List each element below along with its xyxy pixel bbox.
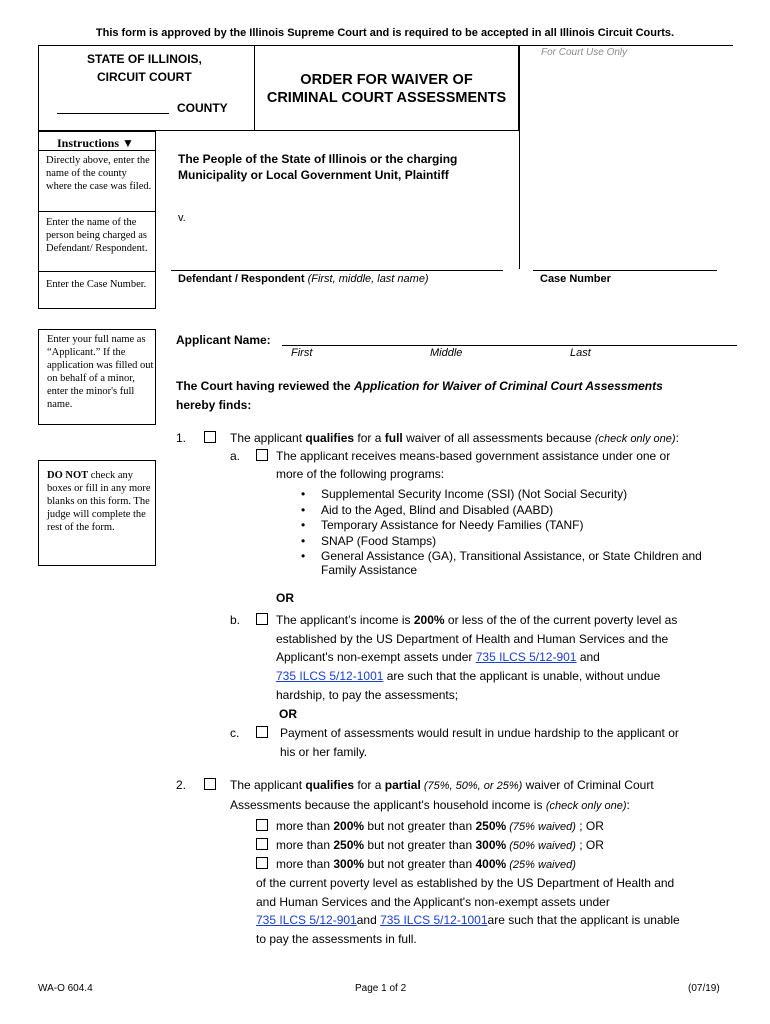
item1a-letter: a. [230,449,241,463]
state-label: STATE OF ILLINOIS, [87,52,202,66]
form-title-line1: ORDER FOR WAIVER OF [300,72,473,88]
program-item: • Aid to the Aged, Blind and Disabled (AABD) [321,503,702,519]
item1b-text: The applicant’s income is 200% or less of the of the current poverty level as established by the US Department of Health and Human Services and the Applicant's non-exempt assets under 735 ILCS 5/12-901 and 735 ILCS 5/12-1001 are such that the applicant is unable, without undue hardship, to pay the assessments; [276,613,678,702]
statute-link-12-1001[interactable]: 735 ILCS 5/12-1001 [276,669,384,684]
program-item: • Temporary Assistance for Needy Families (TANF) [321,518,702,534]
or-separator: OR [279,707,297,721]
item2-number: 2. [176,778,187,792]
partial-50-checkbox[interactable] [256,838,268,850]
instruction-case-number: Enter the Case Number. [46,279,147,290]
partial-waiver-checkbox[interactable] [204,778,216,790]
applicant-name-label: Applicant Name: [176,333,271,347]
form-id: WA-O 604.4 [38,983,93,994]
plaintiff-line2: Municipality or Local Government Unit, Plaintiff [178,168,449,182]
program-item-continued: Family Assistance [321,563,418,577]
case-number-input-line[interactable] [533,270,717,271]
programs-list [321,487,702,565]
plaintiff-caption [178,151,457,183]
plaintiff-line1: The People of the State of Illinois or the charging [178,152,458,166]
instructions-heading: Instructions ▼ [57,136,134,150]
item1c-text: Payment of assessments would result in undue hardship to the applicant or his or her family. [280,726,679,759]
instructions-rule [38,211,156,212]
item2-poverty-text: of the current poverty level as established by the US Department of Health and and Human Services and the Applicant's non-exempt assets under 735 ILCS 5/12-901and 735 ILCS 5/12-1001are such that the applicant is unable to pay the assessments in full. [256,876,680,947]
partial-75-checkbox[interactable] [256,819,268,831]
item1-number: 1. [176,431,187,445]
program-item: • General Assistance (GA), Transitional Assistance, or State Children and [321,549,702,565]
means-based-checkbox[interactable] [256,449,268,461]
program-item: • Supplemental Security Income (SSI) (Not Social Security) [321,487,702,503]
county-label: COUNTY [177,101,228,115]
versus-label: v. [178,212,186,224]
circuit-label: CIRCUIT COURT [97,70,192,84]
item1-text: The applicant qualifies for a full waiver of all assessments because (check only one): [230,431,679,445]
instruction-applicant: Enter your full name as “Applicant.” If the application was filled out on behalf of a minor, enter the minor's full name. [38,329,156,425]
case-number-label: Case Number [540,273,611,285]
court-use-box [519,45,733,269]
partial-option-25: more than 300% but not greater than 400% (25% waived) [276,857,576,871]
full-waiver-checkbox[interactable] [204,431,216,443]
court-use-label: For Court Use Only [541,47,628,58]
page-number: Page 1 of 2 [355,983,407,994]
instruction-defendant: Enter the name of the person being charged as Defendant/ Respondent. [46,217,148,254]
partial-25-checkbox[interactable] [256,857,268,869]
defendant-label: Defendant / Respondent (First, middle, last name) [178,273,429,285]
undue-hardship-checkbox[interactable] [256,726,268,738]
form-title-line2: CRIMINAL COURT ASSESSMENTS [266,90,507,106]
first-name-hint: First [291,347,313,359]
caret-down-icon: ▼ [122,136,134,150]
defendant-input-line[interactable] [171,270,503,271]
revision-date: (07/19) [688,983,720,994]
or-separator: OR [276,591,294,605]
statute-link-12-1001[interactable]: 735 ILCS 5/12-1001 [380,913,488,928]
income-200-checkbox[interactable] [256,613,268,625]
findings-intro: The Court having reviewed the Application for Waiver of Criminal Court Assessments hereby finds: [176,379,663,412]
item1a-text: The applicant receives means-based government assistance under one or more of the following programs: [276,449,671,481]
instruction-county: Directly above, enter the name of the county where the case was filed. [46,155,152,192]
instructions-rule [38,150,156,151]
statute-link-12-901[interactable]: 735 ILCS 5/12-901 [475,650,577,665]
middle-name-hint: Middle [430,347,463,359]
approval-note: This form is approved by the Illinois Supreme Court and is required to be accepted in all Illinois Circuit Courts. [95,27,675,39]
county-input-line[interactable] [57,113,169,114]
partial-option-75: more than 200% but not greater than 250% (75% waived) ; OR [276,819,604,833]
item1b-letter: b. [230,613,241,627]
program-item: • SNAP (Food Stamps) [321,534,702,550]
instruction-do-not: DO NOT check any boxes or fill in any more blanks on this form. The judge will complete the rest of the form. [38,460,156,566]
partial-option-50: more than 250% but not greater than 300% (50% waived) ; OR [276,838,604,852]
last-name-hint: Last [570,347,591,359]
applicant-name-input-line[interactable] [282,345,737,346]
statute-link-12-901[interactable]: 735 ILCS 5/12-901 [256,913,357,928]
item2-text: The applicant qualifies for a partial (75%, 50%, or 25%) waiver of Criminal Court Assessments because the applicant's household income is (check only one): [230,778,654,812]
instructions-rule [38,271,156,272]
item1c-letter: c. [230,726,240,740]
form-title [254,71,519,107]
